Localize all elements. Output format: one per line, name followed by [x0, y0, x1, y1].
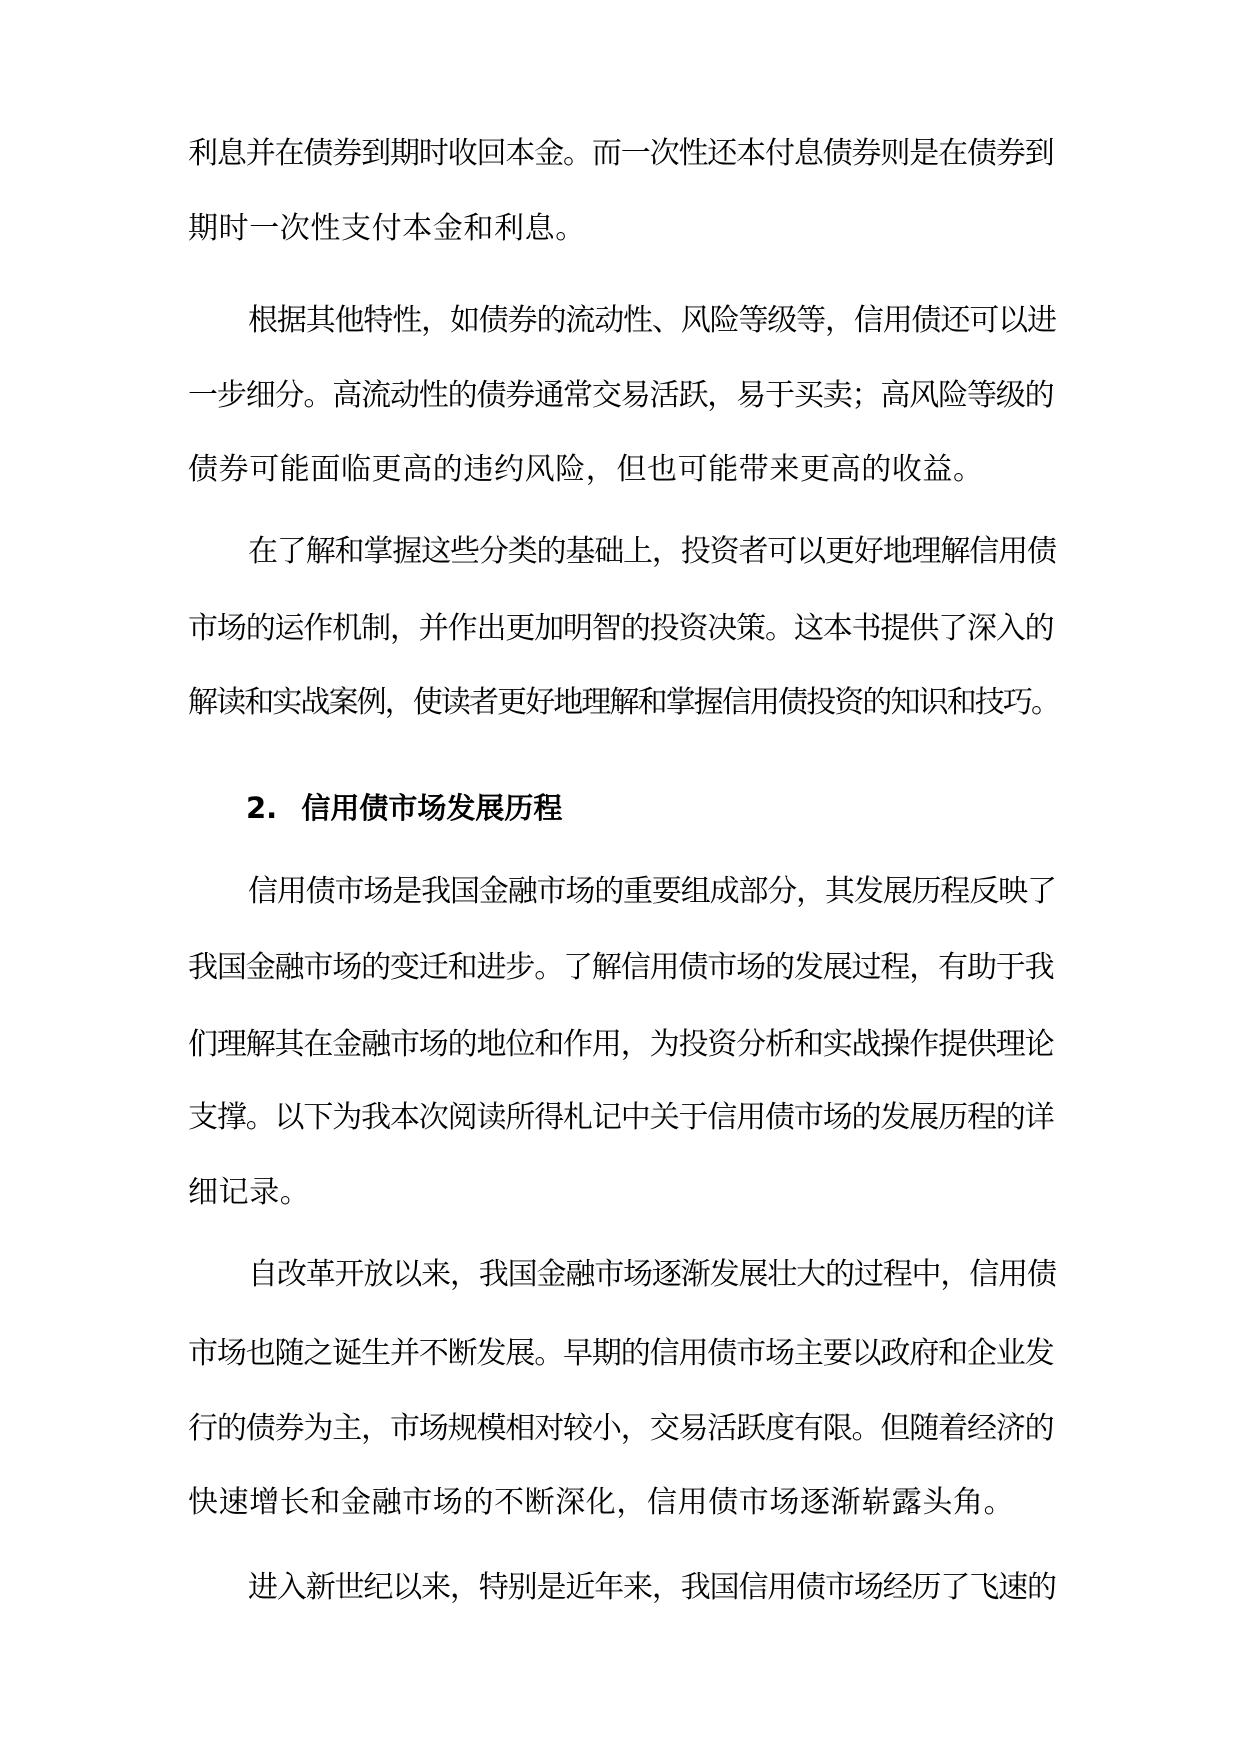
section-title: 信用债市场发展历程	[301, 791, 563, 825]
paragraph-line: 在了解和掌握这些分类的基础上，投资者可以更好地理解信用债	[248, 534, 1056, 569]
paragraph-line: 快速增长和金融市场的不断深化，信用债市场逐渐崭露头角。	[188, 1485, 1015, 1520]
paragraph-line: 市场的运作机制，并作出更加明智的投资决策。这本书提供了深入的	[188, 611, 1054, 646]
paragraph-line: 一步细分。高流动性的债券通常交易活跃，易于买卖；高风险等级的	[188, 378, 1054, 413]
paragraph-line: 信用债市场是我国金融市场的重要组成部分，其发展历程反映了	[248, 874, 1056, 909]
paragraph-line: 期时一次性支付本金和利息。	[188, 211, 586, 246]
paragraph-line: 我国金融市场的变迁和进步。了解信用债市场的发展过程，有助于我	[188, 950, 1054, 985]
paragraph-line: 们理解其在金融市场的地位和作用，为投资分析和实战操作提供理论	[188, 1027, 1054, 1062]
section-number: 2.	[246, 791, 278, 825]
paragraph-line: 支撑。以下为我本次阅读所得札记中关于信用债市场的发展历程的详	[188, 1100, 1054, 1135]
paragraph-line: 债券可能面临更高的违约风险，但也可能带来更高的收益。	[188, 452, 984, 487]
section-heading	[246, 790, 562, 826]
paragraph-line: 进入新世纪以来，特别是近年来，我国信用债市场经历了飞速的	[248, 1570, 1056, 1605]
paragraph-line: 市场也随之诞生并不断发展。早期的信用债市场主要以政府和企业发	[188, 1336, 1054, 1371]
paragraph-line: 行的债券为主，市场规模相对较小，交易活跃度有限。但随着经济的	[188, 1411, 1054, 1446]
paragraph-line: 利息并在债券到期时收回本金。而一次性还本付息债券则是在债券到	[188, 136, 1054, 171]
paragraph-line: 解读和实战案例，使读者更好地理解和掌握信用债投资的知识和技巧。	[188, 685, 1060, 720]
paragraph-line: 细记录。	[188, 1175, 311, 1210]
paragraph-line: 自改革开放以来，我国金融市场逐渐发展壮大的过程中，信用债	[248, 1257, 1056, 1292]
paragraph-line: 根据其他特性，如债券的流动性、风险等级等，信用债还可以进	[248, 303, 1056, 338]
